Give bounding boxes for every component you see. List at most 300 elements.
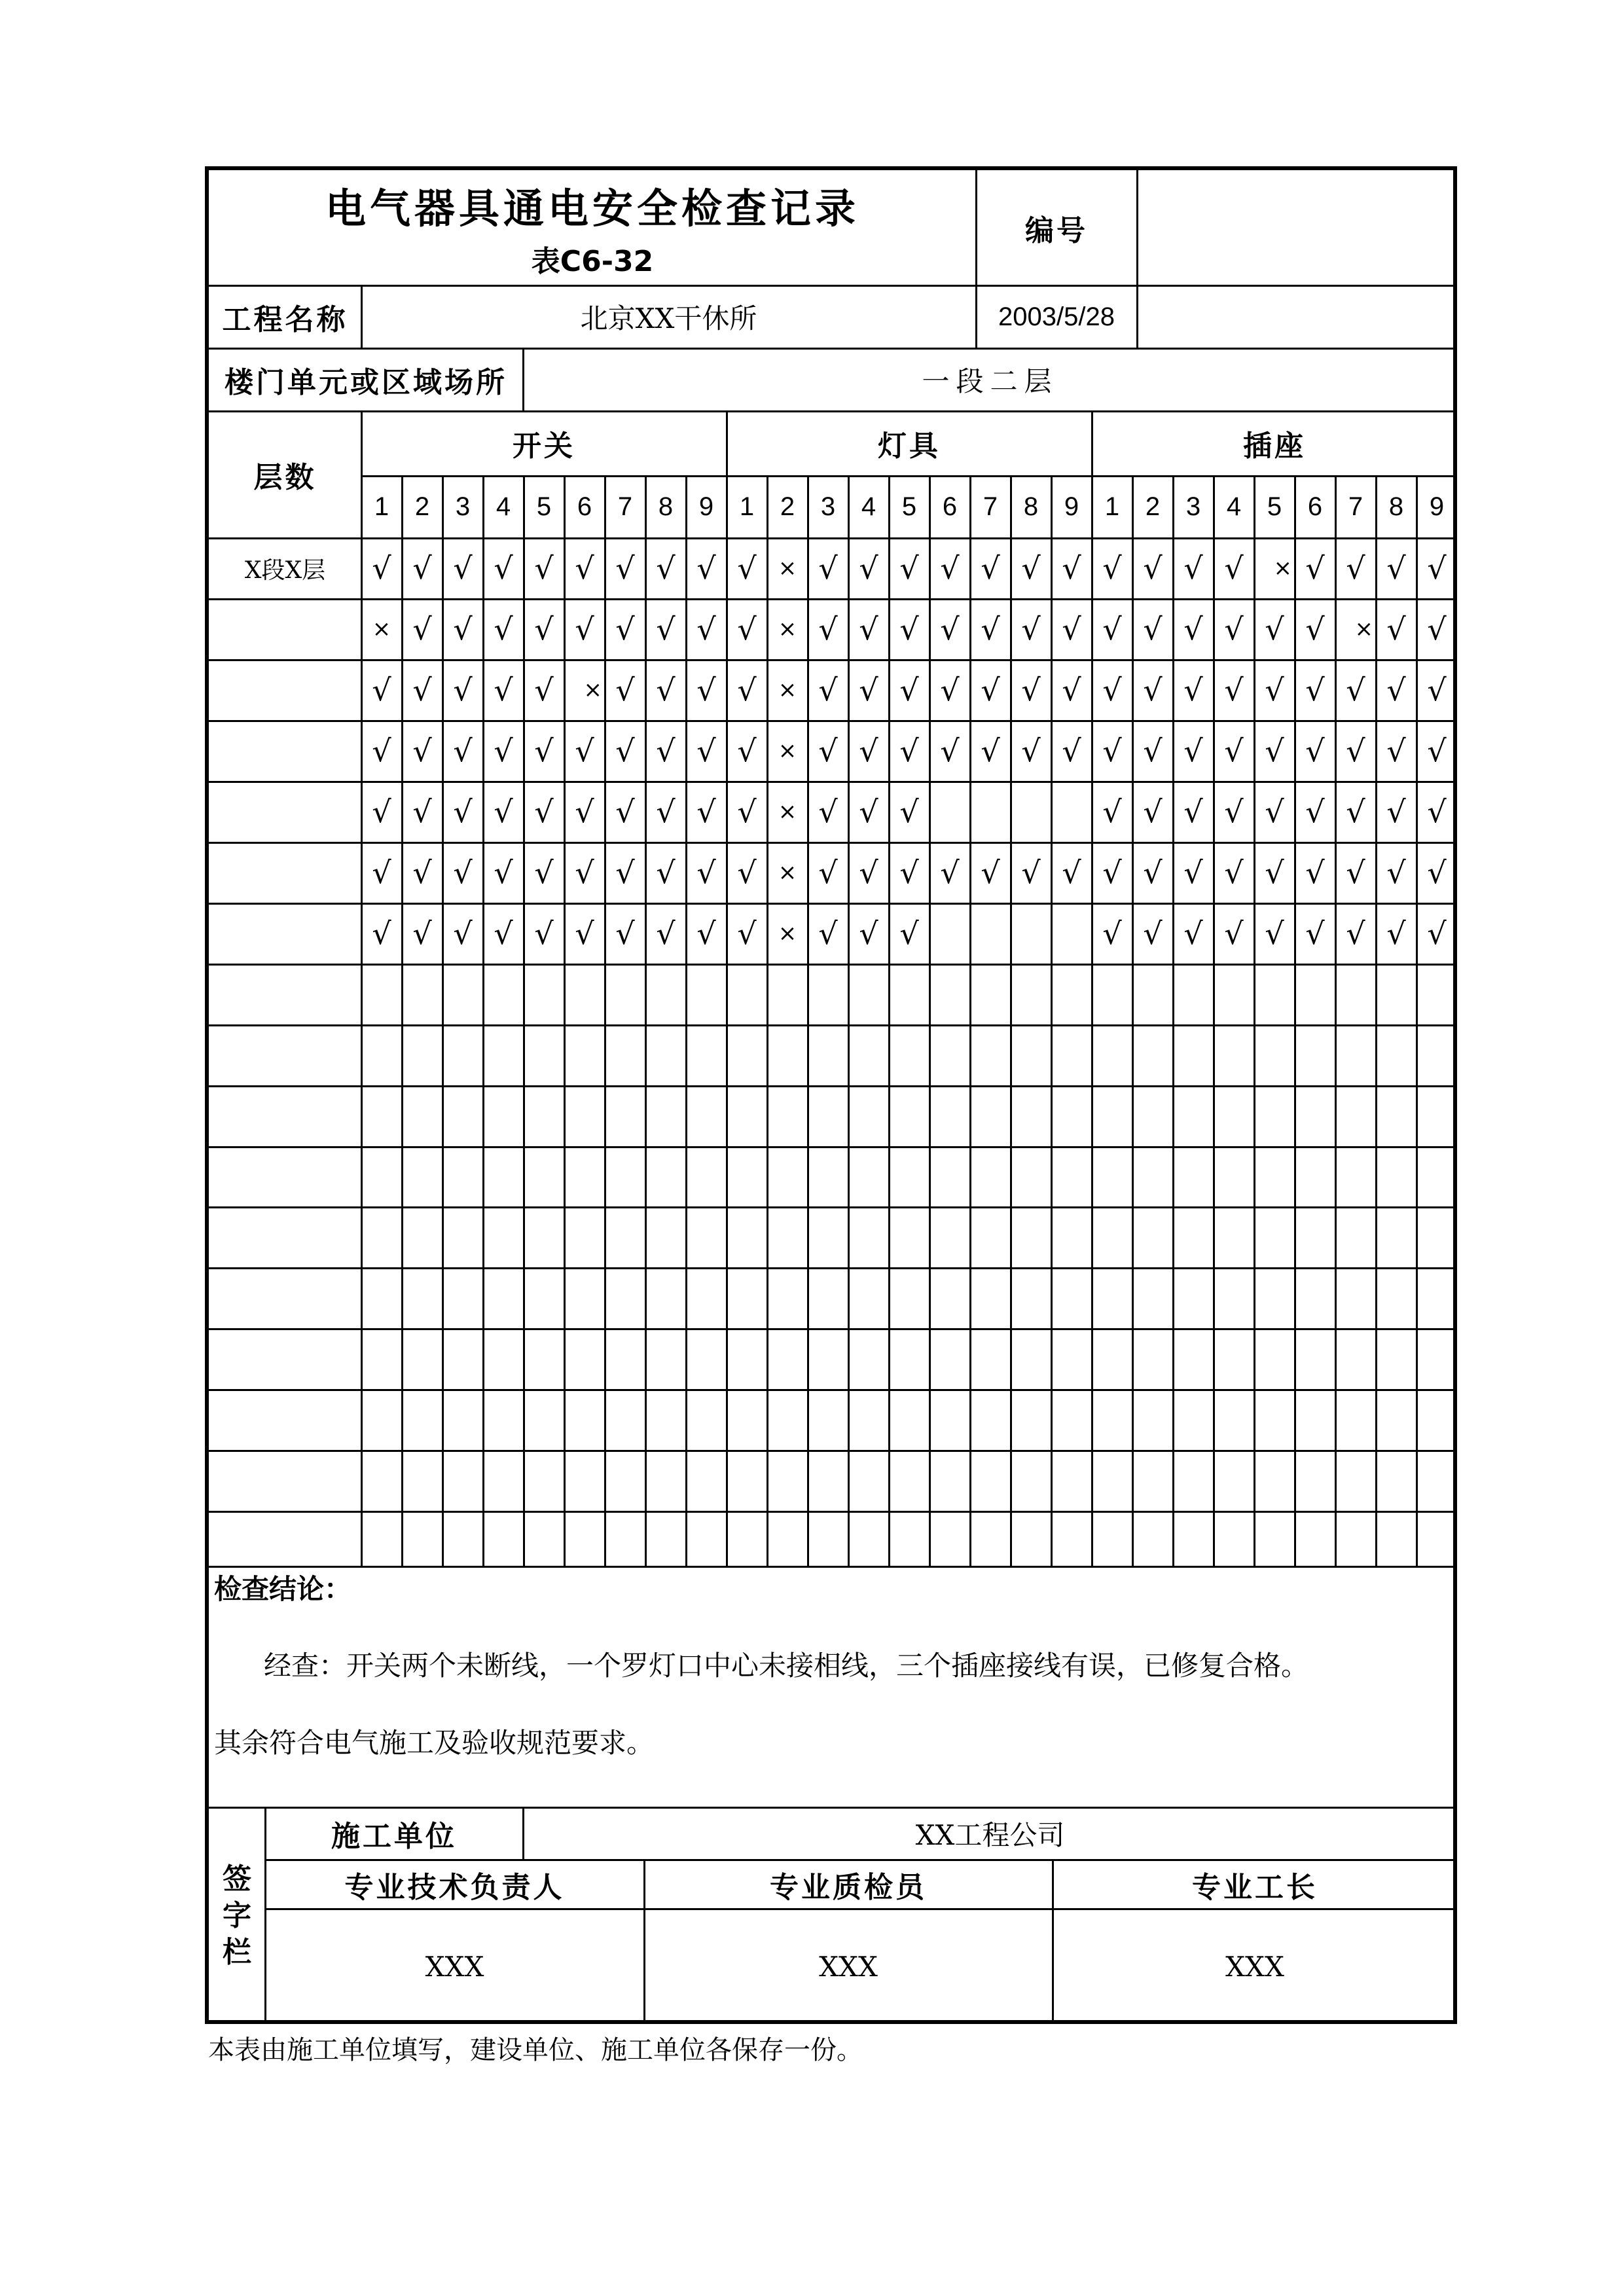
check-mark-cell	[1092, 1086, 1132, 1147]
check-mark-cell: √	[412, 794, 432, 830]
check-mark-cell	[808, 1025, 848, 1086]
check-mark-cell	[1173, 964, 1214, 1025]
check-mark-cell	[361, 1511, 402, 1572]
check-mark-cell: √	[1102, 611, 1122, 647]
check-mark-cell: √	[494, 611, 513, 647]
check-mark-cell	[1376, 1511, 1416, 1572]
check-mark-cell	[1051, 1329, 1092, 1390]
check-mark-cell: √	[1305, 611, 1325, 647]
check-mark-cell	[808, 1086, 848, 1147]
check-mark-cell	[970, 1207, 1011, 1268]
check-mark-cell: √	[494, 794, 513, 830]
floor-cell	[209, 721, 361, 782]
check-mark-cell	[1051, 782, 1092, 842]
check-mark-cell: √	[1224, 672, 1244, 708]
check-mark-cell	[1051, 964, 1092, 1025]
role-quality-inspector: 专业质检员	[770, 1870, 927, 1904]
form-title: 电气器具通电安全检查记录	[325, 184, 859, 232]
column-number: 9	[1064, 492, 1079, 521]
check-mark-cell: √	[656, 672, 676, 708]
check-mark-cell	[361, 1147, 402, 1208]
check-mark-cell	[1092, 1147, 1132, 1208]
check-mark-cell	[442, 1147, 483, 1208]
check-mark-cell	[361, 1025, 402, 1086]
check-mark-cell: √	[981, 672, 1000, 708]
check-mark-cell	[564, 1511, 605, 1572]
check-mark-cell: √	[1346, 794, 1365, 830]
column-number: 8	[1388, 492, 1404, 521]
check-mark-cell	[970, 903, 1011, 964]
check-mark-cell	[442, 964, 483, 1025]
check-mark-cell	[970, 1451, 1011, 1511]
check-mark-cell: √	[940, 611, 960, 647]
check-mark-cell: √	[899, 611, 919, 647]
check-mark-cell: √	[534, 733, 554, 769]
check-mark-cell: √	[1183, 672, 1203, 708]
check-mark-cell	[1051, 1451, 1092, 1511]
check-mark-cell	[402, 1268, 442, 1329]
check-mark-cell	[1254, 1086, 1295, 1147]
check-mark-cell	[1132, 1207, 1173, 1268]
check-mark-cell	[848, 1390, 889, 1451]
role-foreman: 专业工长	[1192, 1870, 1318, 1904]
group-header-1: 开关	[513, 429, 575, 463]
column-number: 8	[658, 492, 674, 521]
check-mark-cell: ×	[778, 677, 797, 704]
check-mark-cell	[686, 1390, 727, 1451]
check-mark-cell: √	[1143, 794, 1163, 830]
check-mark-cell	[605, 1147, 645, 1208]
check-mark-cell	[605, 1390, 645, 1451]
check-mark-cell	[1335, 1086, 1376, 1147]
check-mark-cell	[564, 1268, 605, 1329]
check-mark-cell	[1011, 1268, 1051, 1329]
check-mark-cell	[1173, 1268, 1214, 1329]
check-mark-cell	[1295, 1268, 1335, 1329]
check-mark-cell: √	[372, 733, 391, 769]
check-mark-cell	[1011, 1207, 1051, 1268]
check-mark-cell: √	[1183, 916, 1203, 952]
floor-cell	[209, 1268, 361, 1329]
check-mark-cell	[483, 964, 524, 1025]
check-mark-cell	[808, 1268, 848, 1329]
check-mark-cell	[402, 1329, 442, 1390]
check-mark-cell: √	[1183, 611, 1203, 647]
check-mark-cell	[605, 1268, 645, 1329]
check-mark-cell: ×	[372, 616, 391, 643]
check-mark-cell	[645, 1025, 686, 1086]
check-mark-cell: √	[1386, 551, 1406, 587]
check-mark-cell: √	[899, 916, 919, 952]
check-mark-cell	[524, 1451, 564, 1511]
check-mark-cell: √	[1386, 916, 1406, 952]
check-mark-cell: √	[575, 916, 594, 952]
check-mark-cell	[1173, 1025, 1214, 1086]
check-mark-cell: √	[1305, 551, 1325, 587]
floor-cell	[209, 1511, 361, 1572]
check-mark-cell	[1416, 1329, 1457, 1390]
check-mark-cell: √	[534, 794, 554, 830]
check-mark-cell	[483, 1451, 524, 1511]
floor-cell	[209, 1329, 361, 1390]
check-mark-cell	[1376, 1268, 1416, 1329]
check-mark-cell	[1254, 1147, 1295, 1208]
check-mark-cell	[442, 1268, 483, 1329]
check-mark-cell: √	[981, 855, 1000, 891]
contractor-value: XX工程公司	[915, 1819, 1065, 1851]
check-mark-cell: √	[940, 733, 960, 769]
check-mark-cell	[442, 1207, 483, 1268]
footer-note: 本表由施工单位填写，建设单位、施工单位各保存一份。	[208, 2035, 863, 2065]
check-mark-cell	[564, 1329, 605, 1390]
check-mark-cell: √	[615, 916, 635, 952]
check-mark-cell	[727, 1268, 767, 1329]
check-mark-cell: √	[1062, 611, 1081, 647]
check-mark-cell	[808, 1207, 848, 1268]
check-mark-cell: √	[534, 916, 554, 952]
check-mark-cell	[767, 1207, 808, 1268]
check-mark-cell	[1214, 1451, 1254, 1511]
check-mark-cell: √	[615, 551, 635, 587]
check-mark-cell	[929, 964, 970, 1025]
check-mark-cell: √	[1386, 794, 1406, 830]
check-mark-cell	[929, 1147, 970, 1208]
check-mark-cell	[1335, 964, 1376, 1025]
check-mark-cell: √	[1305, 672, 1325, 708]
check-mark-cell	[686, 1025, 727, 1086]
check-mark-cell: √	[656, 855, 676, 891]
number-label: 编号	[1025, 214, 1088, 247]
check-mark-cell	[1416, 964, 1457, 1025]
check-mark-cell	[767, 1329, 808, 1390]
check-mark-cell	[605, 1451, 645, 1511]
check-mark-cell: √	[453, 855, 473, 891]
check-mark-cell	[929, 1329, 970, 1390]
check-mark-cell	[1011, 1025, 1051, 1086]
check-mark-cell: √	[1427, 551, 1447, 587]
check-mark-cell	[1011, 903, 1051, 964]
check-mark-cell	[889, 1086, 929, 1147]
column-number: 4	[1226, 492, 1242, 521]
check-mark-cell	[1092, 1390, 1132, 1451]
check-mark-cell	[727, 1511, 767, 1572]
check-mark-cell	[970, 1025, 1011, 1086]
check-mark-cell	[727, 1025, 767, 1086]
sign-quality-inspector: XXX	[819, 1950, 878, 1983]
check-mark-cell: √	[1305, 855, 1325, 891]
check-mark-cell	[1051, 1086, 1092, 1147]
check-mark-cell: √	[1143, 611, 1163, 647]
check-mark-cell	[483, 1025, 524, 1086]
check-mark-cell	[929, 903, 970, 964]
check-mark-cell	[483, 1086, 524, 1147]
column-number: 7	[617, 492, 633, 521]
check-mark-cell: √	[899, 855, 919, 891]
inspection-date: 2003/5/28	[998, 302, 1115, 331]
check-mark-cell	[1416, 1207, 1457, 1268]
check-mark-cell: √	[453, 916, 473, 952]
check-mark-cell	[524, 1086, 564, 1147]
check-mark-cell	[929, 1025, 970, 1086]
check-mark-cell	[889, 1147, 929, 1208]
check-mark-cell	[686, 1511, 727, 1572]
floor-cell	[209, 1147, 361, 1208]
check-mark-cell: √	[1102, 855, 1122, 891]
check-mark-cell	[1132, 1086, 1173, 1147]
floor-cell	[209, 1207, 361, 1268]
check-mark-cell	[1011, 1329, 1051, 1390]
check-mark-cell: √	[859, 794, 878, 830]
check-mark-cell: √	[615, 855, 635, 891]
check-mark-cell: √	[859, 733, 878, 769]
check-mark-cell	[1092, 964, 1132, 1025]
check-mark-cell	[1214, 1268, 1254, 1329]
check-mark-cell	[442, 1390, 483, 1451]
check-mark-cell	[970, 1511, 1011, 1572]
check-mark-cell	[1051, 903, 1092, 964]
check-mark-cell	[1132, 1268, 1173, 1329]
check-mark-cell: √	[1021, 855, 1041, 891]
check-mark-cell	[1254, 1390, 1295, 1451]
check-mark-cell: √	[1062, 733, 1081, 769]
check-mark-cell: √	[1183, 551, 1203, 587]
check-mark-cell	[808, 1451, 848, 1511]
check-mark-cell: √	[1427, 855, 1447, 891]
check-mark-cell: √	[1427, 672, 1447, 708]
check-mark-cell: ×	[1354, 616, 1373, 643]
check-mark-cell	[361, 1390, 402, 1451]
check-mark-cell	[483, 1147, 524, 1208]
check-mark-cell	[929, 1207, 970, 1268]
check-mark-cell	[686, 964, 727, 1025]
check-mark-cell	[970, 1329, 1011, 1390]
check-mark-cell: ×	[778, 859, 797, 886]
check-mark-cell	[848, 1025, 889, 1086]
check-mark-cell	[1295, 964, 1335, 1025]
check-mark-cell	[645, 1086, 686, 1147]
check-mark-cell	[1011, 1451, 1051, 1511]
check-mark-cell: √	[412, 611, 432, 647]
check-mark-cell: ×	[1273, 555, 1292, 582]
check-mark-cell: √	[696, 733, 716, 769]
check-mark-cell	[605, 1086, 645, 1147]
check-mark-cell	[929, 1390, 970, 1451]
check-mark-cell	[848, 1268, 889, 1329]
check-mark-cell: √	[372, 672, 391, 708]
check-mark-cell: √	[615, 672, 635, 708]
check-mark-cell: √	[859, 551, 878, 587]
check-mark-cell: √	[1102, 551, 1122, 587]
check-mark-cell: √	[1305, 794, 1325, 830]
check-mark-cell	[1011, 782, 1051, 842]
project-name-value: 北京XX干休所	[580, 302, 757, 334]
check-mark-cell: √	[737, 794, 757, 830]
signature-char-2: 字	[223, 1898, 251, 1932]
check-mark-cell	[605, 1329, 645, 1390]
check-mark-cell	[1132, 1511, 1173, 1572]
check-mark-cell	[1214, 1025, 1254, 1086]
check-mark-cell: √	[412, 916, 432, 952]
check-mark-cell	[970, 1086, 1011, 1147]
column-number: 7	[1348, 492, 1363, 521]
check-mark-cell	[1335, 1207, 1376, 1268]
check-mark-cell	[1051, 1147, 1092, 1208]
check-mark-cell	[1416, 1025, 1457, 1086]
check-mark-cell	[686, 1147, 727, 1208]
check-mark-cell	[970, 1390, 1011, 1451]
check-mark-cell	[645, 1451, 686, 1511]
check-mark-cell	[1214, 1147, 1254, 1208]
check-mark-cell: √	[1183, 733, 1203, 769]
check-mark-cell	[889, 1025, 929, 1086]
check-mark-cell	[361, 1329, 402, 1390]
form-code: 表C6-32	[531, 245, 654, 278]
check-mark-cell	[1051, 1390, 1092, 1451]
check-mark-cell	[1092, 1025, 1132, 1086]
check-mark-cell: √	[534, 551, 554, 587]
check-mark-cell: √	[859, 672, 878, 708]
check-mark-cell: √	[1386, 672, 1406, 708]
column-number: 2	[780, 492, 795, 521]
check-mark-cell	[727, 1329, 767, 1390]
check-mark-cell	[727, 1086, 767, 1147]
column-number: 4	[861, 492, 876, 521]
check-mark-cell: √	[534, 672, 554, 708]
check-mark-cell: √	[1102, 794, 1122, 830]
check-mark-cell	[1335, 1025, 1376, 1086]
check-mark-cell	[483, 1390, 524, 1451]
check-mark-cell: √	[818, 672, 838, 708]
check-mark-cell	[1295, 1147, 1335, 1208]
check-mark-cell: √	[575, 794, 594, 830]
check-mark-cell: √	[737, 916, 757, 952]
check-mark-cell: √	[696, 611, 716, 647]
check-mark-cell: √	[494, 733, 513, 769]
check-mark-cell	[970, 782, 1011, 842]
check-mark-cell	[402, 1086, 442, 1147]
check-mark-cell	[727, 1147, 767, 1208]
check-mark-cell	[929, 1511, 970, 1572]
check-mark-cell	[1376, 1025, 1416, 1086]
check-mark-cell	[1132, 964, 1173, 1025]
project-name-label: 工程名称	[222, 303, 348, 336]
check-mark-cell: √	[615, 733, 635, 769]
check-mark-cell	[848, 1207, 889, 1268]
check-mark-cell: √	[1265, 611, 1284, 647]
check-mark-cell: √	[818, 551, 838, 587]
column-number: 5	[901, 492, 917, 521]
check-mark-cell: √	[1102, 672, 1122, 708]
check-mark-cell	[1335, 1329, 1376, 1390]
check-mark-cell	[1335, 1511, 1376, 1572]
check-mark-cell: √	[453, 794, 473, 830]
check-mark-cell: √	[494, 551, 513, 587]
check-mark-cell	[524, 1025, 564, 1086]
check-mark-cell	[970, 964, 1011, 1025]
check-mark-cell: √	[575, 855, 594, 891]
check-mark-cell	[1132, 1147, 1173, 1208]
check-mark-cell: √	[1062, 672, 1081, 708]
check-mark-cell: √	[1346, 551, 1365, 587]
check-mark-cell	[808, 1329, 848, 1390]
check-mark-cell: √	[1183, 855, 1203, 891]
check-mark-cell	[1173, 1207, 1214, 1268]
check-mark-cell: √	[1265, 855, 1284, 891]
number-value	[1137, 170, 1457, 285]
floor-cell	[209, 1451, 361, 1511]
check-mark-cell	[483, 1268, 524, 1329]
check-mark-cell	[483, 1207, 524, 1268]
check-mark-cell	[605, 964, 645, 1025]
check-mark-cell: √	[534, 611, 554, 647]
role-tech-lead: 专业技术负责人	[344, 1870, 565, 1904]
check-mark-cell: √	[1346, 855, 1365, 891]
check-mark-cell	[1295, 1511, 1335, 1572]
check-mark-cell: √	[1021, 611, 1041, 647]
check-mark-cell	[889, 964, 929, 1025]
check-mark-cell	[808, 964, 848, 1025]
check-mark-cell	[1011, 1511, 1051, 1572]
check-mark-cell	[605, 1511, 645, 1572]
check-mark-cell: √	[1102, 733, 1122, 769]
check-mark-cell: √	[859, 855, 878, 891]
check-mark-cell: √	[372, 794, 391, 830]
contractor-label: 施工单位	[331, 1820, 457, 1853]
check-mark-cell	[442, 1329, 483, 1390]
check-mark-cell	[848, 1511, 889, 1572]
column-number: 5	[536, 492, 552, 521]
check-mark-cell	[727, 1451, 767, 1511]
check-mark-cell: √	[1143, 551, 1163, 587]
column-number: 1	[1104, 492, 1120, 521]
check-mark-cell	[1335, 1390, 1376, 1451]
check-mark-cell	[1092, 1329, 1132, 1390]
floor-cell	[209, 1025, 361, 1086]
check-mark-cell	[564, 1086, 605, 1147]
check-mark-cell	[1214, 1390, 1254, 1451]
check-mark-cell: √	[534, 855, 554, 891]
floor-cell	[209, 599, 361, 660]
check-mark-cell	[848, 1329, 889, 1390]
check-mark-cell: √	[859, 916, 878, 952]
check-mark-cell: √	[737, 551, 757, 587]
column-number: 3	[455, 492, 471, 521]
check-mark-cell: √	[1021, 672, 1041, 708]
check-mark-cell	[361, 964, 402, 1025]
check-mark-cell	[564, 1025, 605, 1086]
check-mark-cell: √	[615, 611, 635, 647]
check-mark-cell: √	[737, 611, 757, 647]
check-mark-cell	[1335, 1451, 1376, 1511]
check-mark-cell: √	[494, 672, 513, 708]
check-mark-cell	[727, 964, 767, 1025]
check-mark-cell	[645, 1268, 686, 1329]
check-mark-cell	[645, 1147, 686, 1208]
check-mark-cell	[1295, 1086, 1335, 1147]
check-mark-cell: √	[1224, 733, 1244, 769]
check-mark-cell: √	[1224, 916, 1244, 952]
check-mark-cell	[889, 1390, 929, 1451]
check-mark-cell	[1416, 1511, 1457, 1572]
check-mark-cell	[767, 1147, 808, 1208]
check-mark-cell	[1011, 1390, 1051, 1451]
check-mark-cell	[605, 1025, 645, 1086]
check-mark-cell	[564, 1451, 605, 1511]
check-mark-cell	[442, 1451, 483, 1511]
group-header-3: 插座	[1243, 429, 1306, 463]
check-mark-cell: √	[1346, 733, 1365, 769]
check-mark-cell	[1335, 1268, 1376, 1329]
